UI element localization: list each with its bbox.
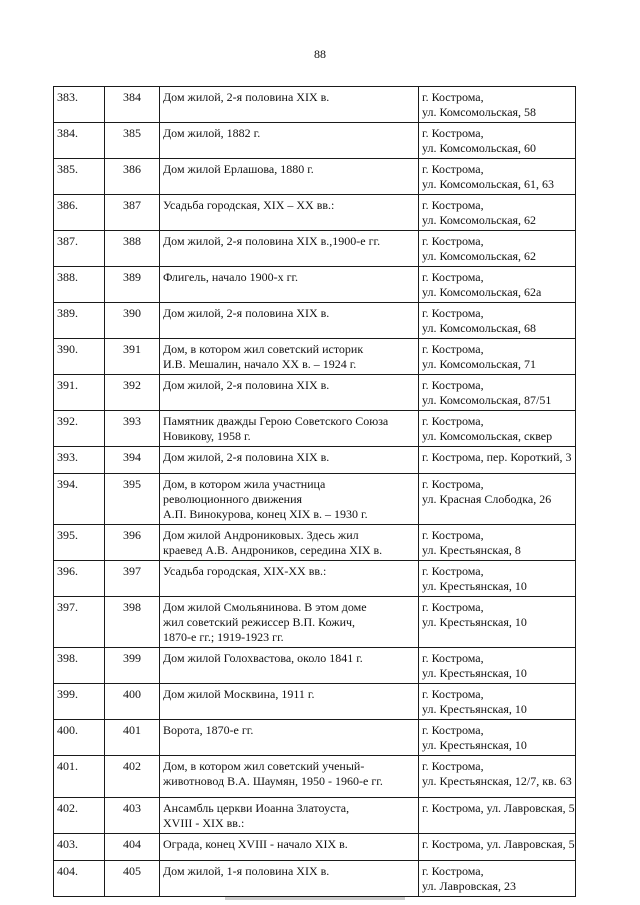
table-row [54,597,576,648]
table-row [54,648,576,684]
address-cell [419,861,576,897]
object-name-cell [160,861,419,897]
address-line: г. Кострома, [422,378,484,392]
address-line: г. Кострома, [422,600,484,614]
row-number-cell: 385. [54,159,105,195]
address-cell [419,123,576,159]
address-line: ул. Комсомольская, 62 [422,213,537,227]
object-name-line: Дом жилой, 2-я половина XIX в. [163,90,330,104]
table-row [54,720,576,756]
address-line: г. Кострома, [422,564,484,578]
object-name-line: Дом, в котором жила участница [163,477,326,491]
address-cell [419,756,576,798]
object-name-line: Дом жилой Андрониковых. Здесь жил [163,528,359,542]
row-number-cell: 400. [54,720,105,756]
address-line: ул. Комсомольская, 60 [422,141,537,155]
object-name-cell [160,474,419,525]
object-name-line: краевед А.В. Андроников, середина XIX в. [163,543,383,557]
address-line: ул. Комсомольская, 68 [422,321,537,335]
object-name-line: Новикову, 1958 г. [163,429,251,443]
row-number-cell: 393. [54,447,105,474]
address-line: ул. Красная Слободка, 26 [422,492,552,506]
object-name-cell [160,195,419,231]
row-number-cell: 392. [54,411,105,447]
registry-number-cell: 399 [105,648,160,684]
address-cell [419,195,576,231]
row-number-cell: 397. [54,597,105,648]
table-row [54,447,576,474]
registry-number-cell: 390 [105,303,160,339]
address-cell [419,375,576,411]
object-name-line: Дом жилой, 2-я половина XIX в. [163,450,330,464]
registry-number-cell: 397 [105,561,160,597]
object-name-line: Памятник дважды Герою Советского Союза [163,414,389,428]
address-line: ул. Крестьянская, 8 [422,543,521,557]
heritage-registry-table [53,86,576,897]
address-line: ул. Лавровская, 23 [422,879,517,893]
object-name-cell [160,720,419,756]
table-body [54,87,576,897]
object-name-cell [160,561,419,597]
address-line: ул. Крестьянская, 12/7, кв. 63 [422,774,572,788]
row-number-cell: 398. [54,648,105,684]
address-line: ул. Комсомольская, 87/51 [422,393,552,407]
address-line: г. Кострома, [422,234,484,248]
registry-number-cell: 391 [105,339,160,375]
row-number-cell: 387. [54,231,105,267]
object-name-line: 1870-е гг.; 1919-1923 гг. [163,630,284,644]
registry-number-cell: 404 [105,834,160,861]
object-name-cell [160,411,419,447]
address-cell [419,159,576,195]
object-name-cell [160,447,419,474]
table-row [54,861,576,897]
table-row [54,231,576,267]
row-number-cell: 396. [54,561,105,597]
table-row [54,474,576,525]
table-row [54,159,576,195]
address-line: г. Кострома, ул. Лавровская, 5 [422,801,575,815]
table-row [54,195,576,231]
object-name-line: Усадьба городская, XIX – XX вв.: [163,198,335,212]
table-row [54,411,576,447]
address-line: г. Кострома, [422,651,484,665]
row-number-cell: 383. [54,87,105,123]
address-line: г. Кострома, [422,759,484,773]
registry-number-cell: 405 [105,861,160,897]
object-name-cell [160,123,419,159]
object-name-line: Дом жилой, 2-я половина XIX в. [163,306,330,320]
address-cell [419,231,576,267]
object-name-line: Дом жилой, 2-я половина XIX в.,1900-е гг. [163,234,381,248]
address-cell [419,561,576,597]
object-name-line: Ограда, конец XVIII - начало XIX в. [163,837,348,851]
table-row [54,339,576,375]
address-line: г. Кострома, [422,687,484,701]
object-name-cell [160,231,419,267]
object-name-cell [160,798,419,834]
address-line: г. Кострома, [422,90,484,104]
object-name-line: Усадьба городская, XIX-XX вв.: [163,564,327,578]
table-row [54,87,576,123]
object-name-cell [160,159,419,195]
address-line: г. Кострома, [422,528,484,542]
bottom-scan-mark [225,897,405,900]
object-name-line: животновод В.А. Шаумян, 1950 - 1960-е гг. [163,774,383,788]
registry-number-cell: 389 [105,267,160,303]
object-name-line: Дом жилой, 1882 г. [163,126,261,140]
address-cell [419,525,576,561]
address-line: г. Кострома, [422,270,484,284]
address-line: г. Кострома, [422,342,484,356]
row-number-cell: 386. [54,195,105,231]
object-name-cell [160,597,419,648]
address-cell [419,597,576,648]
table-row [54,303,576,339]
object-name-line: Ворота, 1870-е гг. [163,723,254,737]
object-name-line: Дом жилой, 1-я половина XIX в. [163,864,330,878]
object-name-line: Ансамбль церкви Иоанна Златоуста, [163,801,350,815]
object-name-cell [160,87,419,123]
table-row [54,525,576,561]
address-line: ул. Крестьянская, 10 [422,702,527,716]
row-number-cell: 389. [54,303,105,339]
registry-number-cell: 400 [105,684,160,720]
address-line: г. Кострома, [422,414,484,428]
object-name-cell [160,339,419,375]
object-name-line: Дом жилой Ерлашова, 1880 г. [163,162,314,176]
row-number-cell: 384. [54,123,105,159]
address-line: ул. Крестьянская, 10 [422,666,527,680]
address-cell [419,339,576,375]
object-name-cell [160,834,419,861]
registry-number-cell: 388 [105,231,160,267]
address-cell [419,87,576,123]
address-line: г. Кострома, [422,723,484,737]
registry-number-cell: 394 [105,447,160,474]
address-cell [419,798,576,834]
address-line: ул. Комсомольская, сквер [422,429,553,443]
table-row [54,684,576,720]
registry-number-cell: 384 [105,87,160,123]
address-line: ул. Комсомольская, 62 [422,249,537,263]
object-name-cell [160,267,419,303]
table-row [54,375,576,411]
registry-number-cell: 403 [105,798,160,834]
registry-number-cell: 393 [105,411,160,447]
registry-number-cell: 398 [105,597,160,648]
object-name-cell [160,375,419,411]
page-number: 88 [314,47,326,61]
address-cell [419,267,576,303]
row-number-cell: 394. [54,474,105,525]
registry-number-cell: 401 [105,720,160,756]
object-name-line: Дом, в котором жил советский ученый- [163,759,365,773]
table-row [54,834,576,861]
registry-number-cell: 386 [105,159,160,195]
address-line: г. Кострома, [422,864,484,878]
object-name-line: И.В. Мешалин, начало XX в. – 1924 г. [163,357,357,371]
object-name-line: Дом жилой Голохвастова, около 1841 г. [163,651,363,665]
registry-number-cell: 396 [105,525,160,561]
object-name-line: Флигель, начало 1900-х гг. [163,270,299,284]
address-line: г. Кострома, [422,477,484,491]
row-number-cell: 402. [54,798,105,834]
address-line: ул. Крестьянская, 10 [422,738,527,752]
registry-number-cell: 402 [105,756,160,798]
table-row [54,561,576,597]
address-cell [419,684,576,720]
address-line: ул. Комсомольская, 58 [422,105,537,119]
row-number-cell: 403. [54,834,105,861]
object-name-line: Дом, в котором жил советский историк [163,342,364,356]
object-name-cell [160,525,419,561]
address-line: г. Кострома, пер. Короткий, 3 [422,450,572,464]
address-cell [419,411,576,447]
address-cell [419,303,576,339]
row-number-cell: 404. [54,861,105,897]
address-line: ул. Крестьянская, 10 [422,579,527,593]
address-line: г. Кострома, [422,198,484,212]
address-cell [419,474,576,525]
object-name-cell [160,684,419,720]
registry-number-cell: 387 [105,195,160,231]
address-cell [419,447,576,474]
address-line: ул. Комсомольская, 62а [422,285,542,299]
registry-number-cell: 392 [105,375,160,411]
address-line: г. Кострома, [422,306,484,320]
row-number-cell: 390. [54,339,105,375]
row-number-cell: 391. [54,375,105,411]
row-number-cell: 399. [54,684,105,720]
object-name-cell [160,303,419,339]
row-number-cell: 395. [54,525,105,561]
table-row [54,267,576,303]
address-line: ул. Крестьянская, 10 [422,615,527,629]
object-name-line: жил советский режиссер В.П. Кожич, [163,615,356,629]
address-line: ул. Комсомольская, 71 [422,357,537,371]
row-number-cell: 388. [54,267,105,303]
object-name-cell [160,648,419,684]
address-line: ул. Комсомольская, 61, 63 [422,177,555,191]
address-line: г. Кострома, [422,162,484,176]
table-row [54,123,576,159]
object-name-line: революционного движения [163,492,303,506]
object-name-line: Дом жилой, 2-я половина XIX в. [163,378,330,392]
object-name-cell [160,756,419,798]
address-cell [419,648,576,684]
table-row [54,798,576,834]
address-cell [419,834,576,861]
address-cell [419,720,576,756]
address-line: г. Кострома, ул. Лавровская, 5 [422,837,575,851]
registry-number-cell: 385 [105,123,160,159]
object-name-line: XVIII - XIX вв.: [163,816,245,830]
object-name-line: А.П. Винокурова, конец XIX в. – 1930 г. [163,507,368,521]
row-number-cell: 401. [54,756,105,798]
table-row [54,756,576,798]
address-line: г. Кострома, [422,126,484,140]
object-name-line: Дом жилой Смольянинова. В этом доме [163,600,367,614]
registry-number-cell: 395 [105,474,160,525]
object-name-line: Дом жилой Москвина, 1911 г. [163,687,315,701]
